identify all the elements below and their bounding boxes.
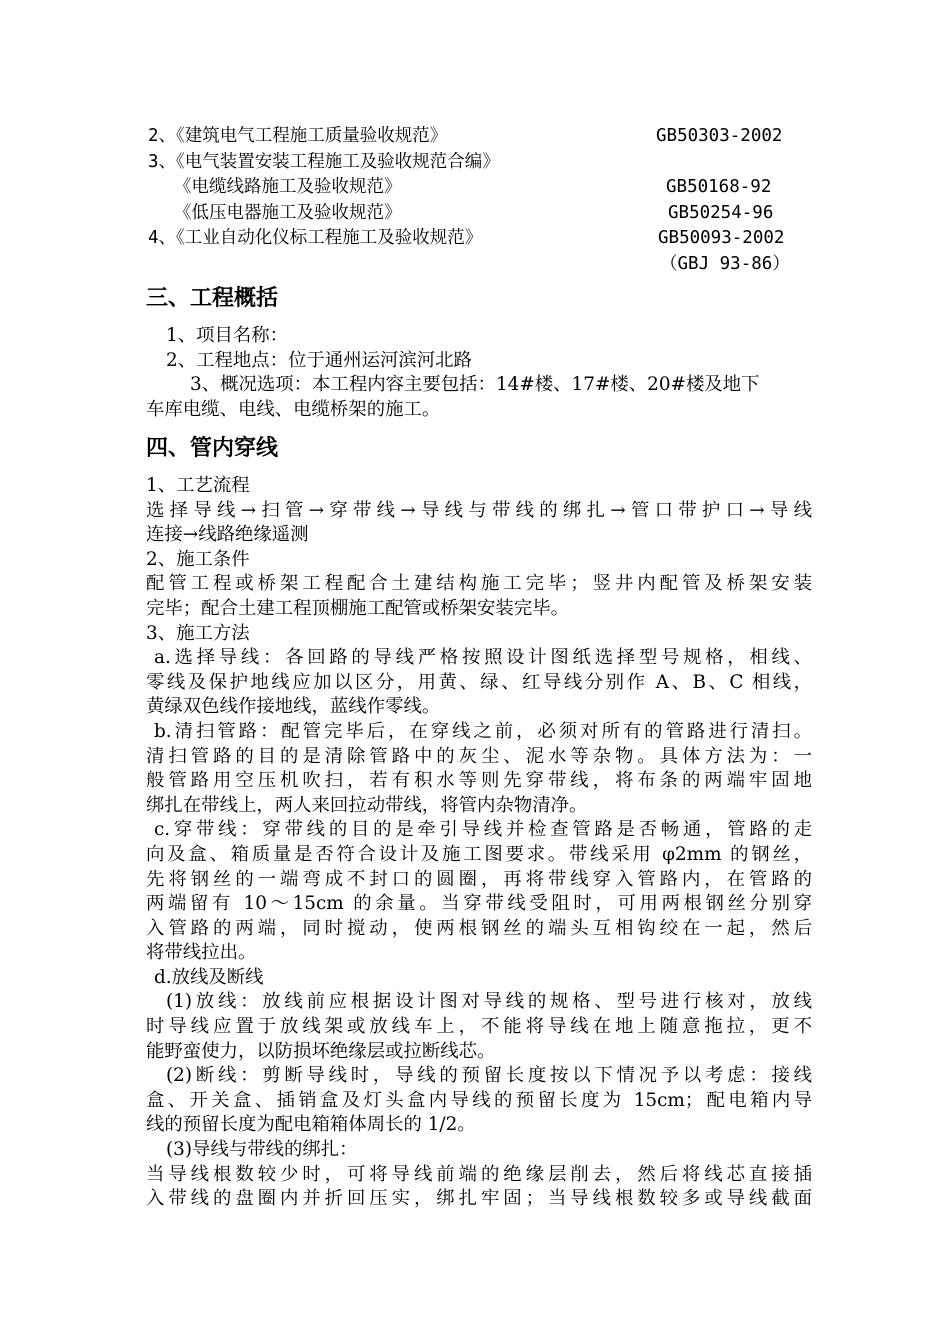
paragraph-line: b.清扫管路：配管完毕后，在穿线之前，必须对所有的管路进行清扫。 [154,720,812,742]
section-heading: 三、工程概括 [146,286,279,311]
paragraph-line: c.穿带线：穿带线的目的是牵引导线并检查管路是否畅通，管路的走 [154,819,812,841]
paragraph-line: 选择导线→扫管→穿带线→导线与带线的绑扎→管口带护口→导线 [146,499,812,521]
standard-item [148,252,828,278]
paragraph-line: 入管路的两端，同时搅动，使两根钢丝的端头互相钩绞在一起，然后 [146,917,812,939]
paragraph-line: 3、施工方法 [146,622,250,644]
standard-item [148,201,828,227]
standard-item [148,124,828,150]
paragraph-line: 黄绿双色线作接地线，蓝线作零线。 [146,696,441,718]
paragraph-line: 车库电缆、电线、电缆桥架的施工。 [146,398,441,420]
paragraph-line: 盒、开关盒、插销盒及灯头盒内导线的预留长度为 15cm；配电箱内导 [146,1089,812,1111]
standard-item [148,150,828,176]
paragraph-line: 时导线应置于放线架或放线车上，不能将导线在地上随意拖拉，更不 [146,1016,812,1038]
standard-code: GB50168-92 [666,177,772,197]
paragraph-line: 1、工艺流程 [146,475,250,496]
paragraph-line: d.放线及断线 [154,966,264,988]
standard-item [148,226,828,252]
paragraph-line: (1)放线：放线前应根据设计图对导线的规格、型号进行核对，放线 [166,991,812,1013]
paragraph-line: 3、概况选项：本工程内容主要包括：14#楼、17#楼、20#楼及地下 [190,374,760,396]
standard-item [148,175,828,201]
standard-title: 《低压电器施工及验收规范》 [174,202,402,223]
standard-title: 《电缆线路施工及验收规范》 [174,177,402,197]
paragraph-line: (2)断线：剪断导线时，导线的预留长度按以下情况予以考虑：接线 [166,1065,812,1087]
paragraph-line: 般管路用空压机吹扫，若有积水等则先穿带线，将布条的两端牢固地 [146,770,812,792]
section-heading: 四、管内穿线 [146,436,279,461]
section4-body [146,474,812,1212]
paragraph-line: a.选择导线：各回路的导线严格按照设计图纸选择型号规格，相线、 [154,647,812,669]
paragraph-line: 1、项目名称： [166,325,289,346]
paragraph-line: 两端留有 10～15cm 的余量。当穿带线受阻时，可用两根钢丝分别穿 [146,893,812,915]
standards-list [148,124,828,277]
standard-title: 3、《电气装置安装工程施工及验收规范合编》 [148,151,500,172]
paragraph-line: 零线及保护地线应加以区分，用黄、绿、红导线分别作 A、B、C 相线， [146,671,812,693]
paragraph-line: 能野蛮使力，以防损坏绝缘层或拉断线芯。 [146,1040,496,1062]
standard-title: 4、《工业自动化仪标工程施工及验收规范》 [148,228,483,248]
paragraph-line: 配管工程或桥架工程配合土建结构施工完毕；竖井内配管及桥架安装 [146,573,812,595]
paragraph-line: 清扫管路的目的是清除管路中的灰尘、泥水等杂物。具体方法为：一 [146,745,812,767]
paragraph-line: 向及盒、箱质量是否符合设计及施工图要求。带线采用 φ2mm 的钢丝， [146,843,812,865]
paragraph-line: (3)导线与带线的绑扎： [166,1139,358,1161]
standard-title: 2、《建筑电气工程施工质量验收规范》 [148,126,448,146]
standard-code: GB50093-2002 [658,228,785,248]
paragraph-line: 先将钢丝的一端弯成不封口的圆圈，再将带线穿入管路内，在管路的 [146,868,812,890]
section3-body [146,324,812,422]
paragraph-line: 绑扎在带线上，两人来回拉动带线，将管内杂物清净。 [146,794,588,816]
paragraph-line: 2、工程地点：位于通州运河滨河北路 [166,349,472,371]
paragraph-line: 线的预留长度为配电箱箱体周长的 1/2。 [146,1114,476,1136]
paragraph-line: 2、施工条件 [146,548,250,570]
paragraph-line: 连接→线路绝缘遥测 [146,524,309,546]
paragraph-line: 将带线拉出。 [146,942,257,964]
paragraph-line: 当导线根数较少时，可将导线前端的绝缘层削去，然后将线芯直接插 [146,1163,812,1185]
standard-code: GB50254-96 [668,202,774,223]
standard-code: （GBJ 93-86） [660,253,790,274]
paragraph-line: 入带线的盘圈内并折回压实，绑扎牢固；当导线根数较多或导线截面 [146,1188,812,1210]
standard-code: GB50303-2002 [656,126,783,146]
paragraph-line: 完毕；配合土建工程顶棚施工配管或桥架安装完毕。 [146,597,569,619]
